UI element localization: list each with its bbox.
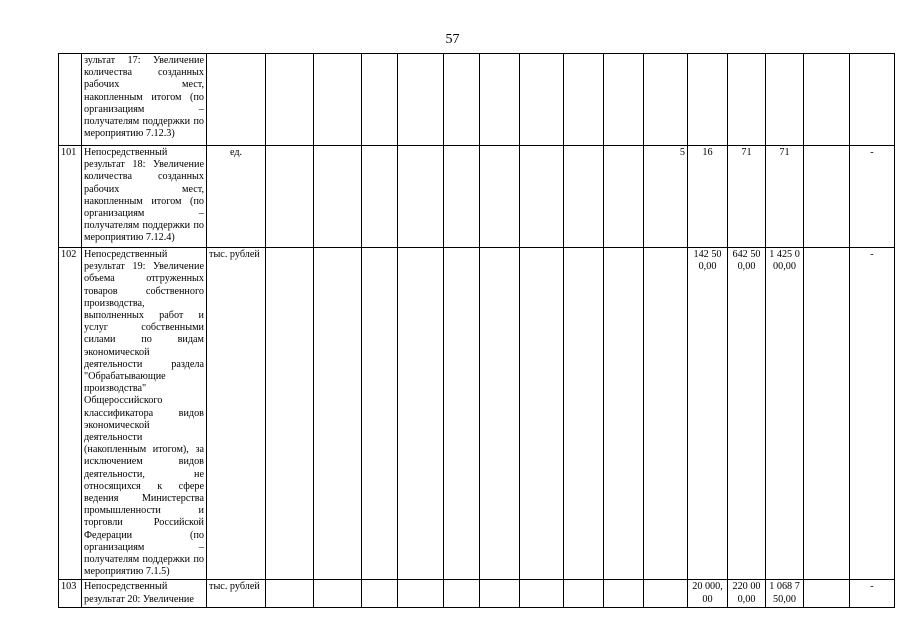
empty-cell: [444, 248, 480, 580]
unit-cell: ед.: [207, 146, 266, 248]
value-cell: 1 425 000,00: [766, 248, 804, 580]
page-number: 57: [445, 32, 460, 47]
empty-cell: [480, 54, 520, 146]
dash-cell: [850, 54, 895, 146]
value-cell: 20 000,00: [688, 580, 728, 608]
empty-cell: [398, 580, 444, 608]
value-cell: 5: [644, 146, 688, 248]
empty-cell: [564, 248, 604, 580]
value-cell: 642 500,00: [728, 248, 766, 580]
dash-cell: -: [850, 248, 895, 580]
empty-cell: [604, 146, 644, 248]
value-cell: [688, 54, 728, 146]
empty-cell: [564, 146, 604, 248]
row-number: 102: [59, 248, 82, 580]
empty-cell: [266, 580, 314, 608]
value-cell: [644, 248, 688, 580]
empty-cell: [564, 580, 604, 608]
empty-cell: [266, 248, 314, 580]
empty-cell: [444, 580, 480, 608]
empty-cell: [520, 54, 564, 146]
row-number: 103: [59, 580, 82, 608]
value-cell: 220 000,00: [728, 580, 766, 608]
dash-cell: -: [850, 580, 895, 608]
empty-cell: [314, 580, 362, 608]
empty-cell: [804, 248, 850, 580]
value-cell: [644, 54, 688, 146]
empty-cell: [314, 248, 362, 580]
indicators-table: [58, 53, 895, 608]
unit-cell: тыс. рублей: [207, 248, 266, 580]
value-cell: [644, 580, 688, 608]
empty-cell: [266, 54, 314, 146]
unit-cell: тыс. рублей: [207, 580, 266, 608]
empty-cell: [362, 580, 398, 608]
empty-cell: [564, 54, 604, 146]
empty-cell: [444, 146, 480, 248]
empty-cell: [804, 580, 850, 608]
value-cell: 16: [688, 146, 728, 248]
dash-cell: -: [850, 146, 895, 248]
empty-cell: [362, 54, 398, 146]
empty-cell: [804, 146, 850, 248]
empty-cell: [604, 248, 644, 580]
result-name: Непосредственный результат 19: Увеличение объема отгруженных товаров собственного производства, выполненных работ и услуг собственными силами по видам экономической деятельности раздела "Обрабатывающие производства" Общероссийского классификатора видов экономической деятельности (накопленным итогом), за исключением видов деятельности, не относящихся к сфере ведения Министерства промышленности и торговли Российской Федерации (по организациям – получателям поддержки по мероприятию 7.1.5): [82, 248, 207, 580]
row-number: 101: [59, 146, 82, 248]
result-name: Непосредственный результат 18: Увеличение количества созданных рабочих мест, накопленным итогом (по организациям – получателям поддержки по мероприятию 7.12.4): [82, 146, 207, 248]
empty-cell: [314, 146, 362, 248]
empty-cell: [480, 248, 520, 580]
empty-cell: [604, 54, 644, 146]
value-cell: 142 500,00: [688, 248, 728, 580]
empty-cell: [520, 146, 564, 248]
table-row: [59, 248, 895, 580]
empty-cell: [398, 146, 444, 248]
empty-cell: [604, 580, 644, 608]
empty-cell: [520, 248, 564, 580]
empty-cell: [520, 580, 564, 608]
table-row: [59, 54, 895, 146]
empty-cell: [480, 580, 520, 608]
value-cell: [766, 54, 804, 146]
empty-cell: [804, 54, 850, 146]
empty-cell: [480, 146, 520, 248]
empty-cell: [314, 54, 362, 146]
unit-cell: [207, 54, 266, 146]
value-cell: 1 068 750,00: [766, 580, 804, 608]
result-name: Непосредственный результат 20: Увеличение: [82, 580, 207, 608]
result-name: зультат 17: Увеличение количества созданных рабочих мест, накопленным итогом (по организациям – получателям поддержки по мероприятию 7.12.3): [82, 54, 207, 146]
row-number: [59, 54, 82, 146]
empty-cell: [362, 248, 398, 580]
empty-cell: [398, 248, 444, 580]
table-row: [59, 580, 895, 608]
value-cell: [728, 54, 766, 146]
empty-cell: [444, 54, 480, 146]
value-cell: 71: [728, 146, 766, 248]
empty-cell: [266, 146, 314, 248]
table-row: [59, 146, 895, 248]
empty-cell: [362, 146, 398, 248]
value-cell: 71: [766, 146, 804, 248]
empty-cell: [398, 54, 444, 146]
